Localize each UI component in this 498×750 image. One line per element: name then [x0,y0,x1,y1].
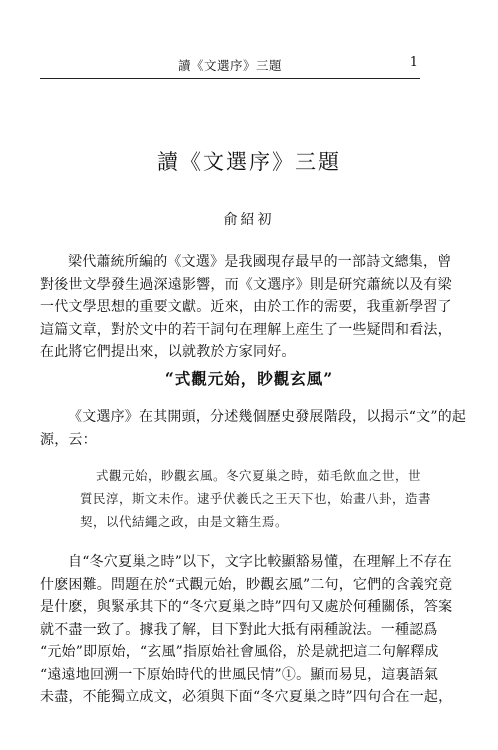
text-line: 《文選序》在其開頭，分述幾個歷史發展階段，以揭示“文”的起 [68,409,467,425]
section-paragraph-2 [40,551,453,709]
text-line: “元始”即原始，“玄風”指原始社會風俗，於是就把這二句解釋成 [40,644,439,660]
running-header [40,52,420,79]
section-heading: “式觀元始，眇觀玄風” [164,369,334,388]
text-line: 這篇文章，對於文中的若干詞句在理解上産生了一些疑問和看法， [40,321,452,338]
quote-line: 質民淳，斯文未作。逮乎伏羲氏之王天下也，始畫八卦，造書 [80,491,432,506]
text-line: 就不盡一致了。據我了解，目下對此大抵有兩種說法。一種認爲 [40,621,438,638]
text-line: 源，云： [40,431,97,448]
text-line: 是什麽，與緊承其下的“冬穴夏巢之時”四句又處於何種關係，答案 [40,599,453,615]
article-title: 讀《文選序》三題 [157,150,341,174]
intro-paragraph [40,251,452,364]
text-line: 對後世文學發生過深遠影響，而《文選序》則是研究蕭統以及有梁 [40,276,452,293]
text-line: 自“冬穴夏巢之時”以下，文字比較顯豁易懂，在理解上不存在 [68,554,452,570]
text-line: 什麽困難。問題在於“式觀元始，眇觀玄風”二句，它們的含義究竟 [40,576,453,593]
block-quote [80,464,432,533]
quote-line: 契，以代結繩之政，由是文籍生焉。 [80,514,289,529]
text-line: “遠遠地回溯一下原始時代的世風民情”①。顯而易見，這裏語氣 [40,666,439,683]
text-line: 未盡，不能獨立成文，必須與下面“冬穴夏巢之時”四句合在一起， [40,689,453,705]
text-line: 在此將它們提出來，以就教於方家同好。 [40,344,296,360]
running-title: 讀《文選序》三題 [177,58,282,73]
section-paragraph-1 [40,406,467,451]
quote-line: 式觀元始，眇觀玄風。冬穴夏巢之時，茹毛飲血之世，世 [96,468,422,483]
text-line: 一代文學思想的重要文獻。近來，由於工作的需要，我重新學習了 [40,299,452,315]
page-number: 1 [409,55,418,70]
author-name: 俞紹初 [223,212,275,228]
text-line: 梁代蕭統所編的《文選》是我國現存最早的一部詩文總集，曾 [68,254,452,270]
